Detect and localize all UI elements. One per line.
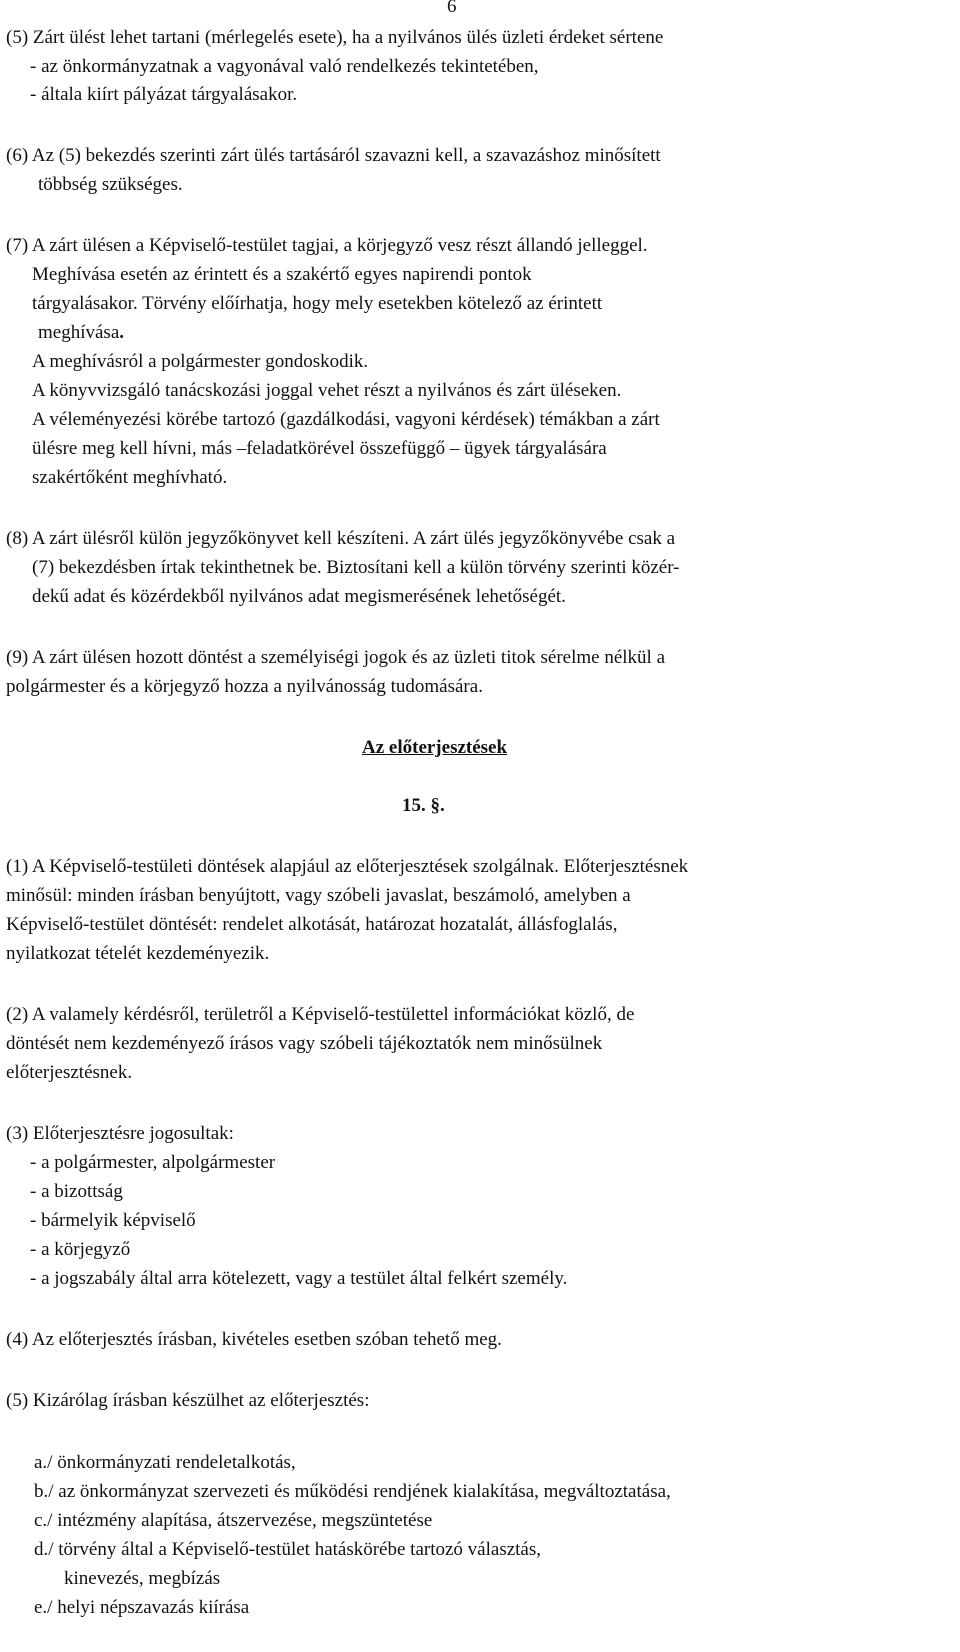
section-5-line: (5) Zárt ülést lehet tartani (mérlegelés esete), ha a nyilvános ülés üzleti érdeket sértene [6,27,664,48]
section-7-line: A meghívásról a polgármester gondoskodik. [32,351,369,372]
section-6-line: többség szükséges. [38,174,183,195]
paragraph-2-line: döntését nem kezdeményező írásos vagy szóbeli tájékoztatók nem minősülnek [6,1033,603,1054]
section-7-line: Meghívása esetén az érintett és a szakértő egyes napirendi pontok [32,264,532,285]
section-8-line: (7) bekezdésben írtak tekinthetnek be. Biztosítani kell a külön törvény szerinti közér- [32,557,680,578]
section-7-line: ülésre meg kell hívni, más –feladatkörével összefüggő – ügyek tárgyalására [32,438,607,459]
list-item: - a jogszabály által arra kötelezett, vagy a testület által felkért személy. [30,1268,568,1289]
section-8-line: dekű adat és közérdekből nyilvános adat megismerésének lehetőségét. [32,586,566,607]
section-5-line: - általa kiírt pályázat tárgyalásakor. [30,84,298,105]
section-8-line: (8) A zárt ülésről külön jegyzőkönyvet kell készíteni. A zárt ülés jegyzőkönyvébe csak a [6,528,676,549]
section-7-line: (7) A zárt ülésen a Képviselő-testület tagjai, a körjegyző vesz részt állandó jelleggel. [6,235,648,256]
list-item: c./ intézmény alapítása, átszervezése, megszüntetése [34,1510,433,1531]
paragraph-1-line: nyilatkozat tételét kezdeményezik. [6,943,270,964]
paragraph-1-line: Képviselő-testület döntését: rendelet alkotását, határozat hozatalát, állásfoglalás, [6,914,618,935]
page-number: 6 [447,0,457,17]
paragraph-5-intro: (5) Kizárólag írásban készülhet az előterjesztés: [6,1390,370,1411]
section-7-text: meghívása [38,322,120,343]
section-9-line: polgármester és a körjegyző hozza a nyilvánosság tudomására. [6,676,483,697]
paragraph-number: 15. §. [402,795,445,816]
list-item: - bármelyik képviselő [30,1210,196,1231]
list-item: - a bizottság [30,1181,123,1202]
list-item: d./ törvény által a Képviselő-testület hatáskörébe tartozó választás, [34,1539,542,1560]
list-item: a./ önkormányzati rendeletalkotás, [34,1452,296,1473]
list-item: kinevezés, megbízás [64,1568,221,1589]
section-7-line: A véleményezési körébe tartozó (gazdálkodási, vagyoni kérdések) témákban a zárt [32,409,660,430]
section-6-line: (6) Az (5) bekezdés szerinti zárt ülés tartásáról szavazni kell, a szavazáshoz minősített [6,145,661,166]
paragraph-2-line: (2) A valamely kérdésről, területről a Képviselő-testülettel információkat közlő, de [6,1004,635,1025]
list-item: - a körjegyző [30,1239,131,1260]
section-heading: Az előterjesztések [362,737,508,758]
paragraph-2-line: előterjesztésnek. [6,1062,133,1083]
section-7-bold-dot: . [119,322,125,343]
list-item: - a polgármester, alpolgármester [30,1152,276,1173]
section-7-line [38,320,124,346]
list-item: b./ az önkormányzat szervezeti és működési rendjének kialakítása, megváltoztatása, [34,1481,671,1502]
paragraph-1-line: (1) A Képviselő-testületi döntések alapjául az előterjesztések szolgálnak. Előterjesztésnek [6,856,689,877]
section-9-line: (9) A zárt ülésen hozott döntést a személyiségi jogok és az üzleti titok sérelme nélkül a [6,647,665,668]
paragraph-4: (4) Az előterjesztés írásban, kivételes esetben szóban tehető meg. [6,1329,502,1350]
section-5-line: - az önkormányzatnak a vagyonával való rendelkezés tekintetében, [30,56,539,77]
section-7-line: szakértőként meghívható. [32,467,228,488]
list-item: e./ helyi népszavazás kiírása [34,1597,250,1618]
section-7-line: A könyvvizsgáló tanácskozási joggal vehet részt a nyilvános és zárt üléseken. [32,380,622,401]
paragraph-1-line: minősül: minden írásban benyújtott, vagy szóbeli javaslat, beszámoló, amelyben a [6,885,631,906]
paragraph-3-intro: (3) Előterjesztésre jogosultak: [6,1123,234,1144]
section-7-line: tárgyalásakor. Törvény előírhatja, hogy mely esetekben kötelező az érintett [32,293,603,314]
